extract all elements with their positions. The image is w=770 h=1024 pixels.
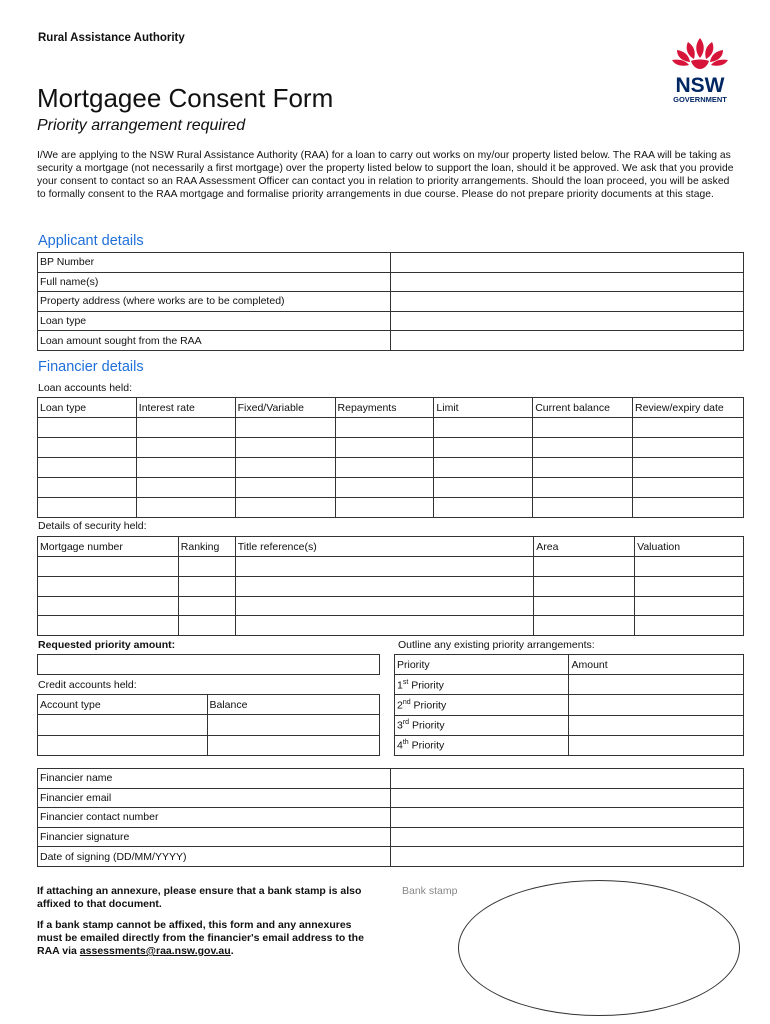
loan-input-cell[interactable] [533, 438, 633, 458]
table-row [38, 478, 744, 498]
security-input-cell[interactable] [635, 557, 744, 577]
financier-field-input[interactable] [390, 827, 743, 847]
intro-paragraph: I/We are applying to the NSW Rural Assistance Authority (RAA) for a loan to carry out works on my/our property listed below. The RAA will be taking as security a mortgage (not necessarily a first mortgage) over the property listed below to support the loan, should it be approved. We ask that you provide your consent to contact so an RAA Assessment Officer can contact you in relation to priority arrangements. Should the loan proceed, you will be asked to formally consent to the RAA mortgage and formalise priority arrangements in due course. Please do not prepare priority documents at this stage. [37, 150, 734, 200]
loan-input-cell[interactable] [335, 478, 434, 498]
svg-text:GOVERNMENT: GOVERNMENT [673, 95, 727, 104]
applicant-field-label: Property address (where works are to be completed) [38, 292, 391, 312]
financier-field-label: Financier name [38, 769, 391, 789]
credit-accounts-caption: Credit accounts held: [38, 679, 137, 691]
security-input-cell[interactable] [235, 596, 534, 616]
loan-input-cell[interactable] [633, 478, 744, 498]
loan-input-cell[interactable] [235, 458, 335, 478]
table-row [395, 735, 744, 755]
loan-input-cell[interactable] [533, 458, 633, 478]
loan-input-cell[interactable] [533, 498, 633, 518]
loan-header-cell: Limit [434, 398, 533, 418]
table-row [38, 537, 744, 557]
page-subtitle: Priority arrangement required [37, 117, 246, 134]
applicant-details-heading: Applicant details [38, 233, 144, 249]
loan-input-cell[interactable] [38, 458, 137, 478]
priority-arrangements-table [394, 654, 744, 756]
table-row [38, 695, 380, 715]
financier-field-input[interactable] [390, 769, 743, 789]
security-input-cell[interactable] [178, 557, 235, 577]
table-row [38, 596, 744, 616]
loan-input-cell[interactable] [136, 418, 235, 438]
security-header-cell: Title reference(s) [235, 537, 534, 557]
loan-accounts-table [37, 397, 744, 518]
financier-contact-table [37, 768, 744, 867]
raa-email-link[interactable]: assessments@raa.nsw.gov.au [79, 945, 231, 957]
loan-input-cell[interactable] [633, 498, 744, 518]
priority-amount-input[interactable] [569, 715, 744, 735]
security-table [37, 536, 744, 636]
security-input-cell[interactable] [38, 557, 179, 577]
table-row [38, 498, 744, 518]
security-caption: Details of security held: [38, 520, 147, 532]
credit-accounts-table [37, 694, 380, 756]
priority-amount-input[interactable] [569, 735, 744, 755]
applicant-field-label: Loan amount sought from the RAA [38, 331, 391, 351]
loan-header-cell: Fixed/Variable [235, 398, 335, 418]
security-input-cell[interactable] [235, 616, 534, 636]
loan-input-cell[interactable] [633, 438, 744, 458]
table-row [38, 253, 744, 273]
loan-input-cell[interactable] [434, 418, 533, 438]
loan-input-cell[interactable] [235, 438, 335, 458]
bank-stamp-label: Bank stamp [402, 885, 458, 897]
loan-input-cell[interactable] [136, 478, 235, 498]
loan-input-cell[interactable] [335, 458, 434, 478]
financier-field-input[interactable] [390, 788, 743, 808]
table-row [395, 695, 744, 715]
priority-header-cell: Priority [395, 655, 569, 675]
security-input-cell[interactable] [635, 616, 744, 636]
loan-input-cell[interactable] [633, 418, 744, 438]
security-input-cell[interactable] [534, 576, 635, 596]
loan-input-cell[interactable] [136, 438, 235, 458]
table-row [395, 655, 744, 675]
priority-amount-input[interactable] [569, 695, 744, 715]
table-row [38, 808, 744, 828]
table-row [38, 847, 744, 867]
security-header-cell: Area [534, 537, 635, 557]
security-input-cell[interactable] [635, 596, 744, 616]
email-note: If a bank stamp cannot be affixed, this form and any annexures must be emailed directly from the financier's email address to the RAA via assessments@raa.nsw.gov.au. [37, 919, 364, 957]
table-row [38, 616, 744, 636]
requested-priority-table [37, 654, 380, 675]
security-input-cell[interactable] [178, 576, 235, 596]
applicant-details-table [37, 252, 744, 351]
table-row [38, 735, 380, 756]
applicant-field-label: BP Number [38, 253, 391, 273]
bank-stamp-area [458, 880, 740, 1016]
authority-name: Rural Assistance Authority [38, 32, 185, 44]
table-row [38, 398, 744, 418]
loan-input-cell[interactable] [434, 498, 533, 518]
security-header-cell: Ranking [178, 537, 235, 557]
priority-label-cell: 2nd Priority [395, 695, 569, 715]
security-input-cell[interactable] [635, 576, 744, 596]
loan-input-cell[interactable] [235, 498, 335, 518]
applicant-field-input[interactable] [391, 272, 744, 292]
priority-label-cell: 4th Priority [395, 735, 569, 755]
security-input-cell[interactable] [534, 596, 635, 616]
loan-input-cell[interactable] [38, 438, 137, 458]
table-row [38, 331, 744, 351]
security-input-cell[interactable] [178, 596, 235, 616]
nsw-government-logo [664, 34, 736, 106]
security-input-cell[interactable] [235, 576, 534, 596]
table-row [38, 788, 744, 808]
table-row [38, 438, 744, 458]
applicant-field-label: Loan type [38, 311, 391, 331]
loan-input-cell[interactable] [136, 498, 235, 518]
table-row [38, 311, 744, 331]
loan-input-cell[interactable] [136, 458, 235, 478]
financier-field-label: Financier email [38, 788, 391, 808]
security-input-cell[interactable] [38, 596, 179, 616]
loan-input-cell[interactable] [38, 478, 137, 498]
credit-input-cell[interactable] [38, 715, 208, 736]
loan-input-cell[interactable] [235, 418, 335, 438]
loan-input-cell[interactable] [434, 458, 533, 478]
priority-header-cell: Amount [569, 655, 744, 675]
table-row [38, 576, 744, 596]
financier-field-input[interactable] [390, 808, 743, 828]
security-input-cell[interactable] [38, 616, 179, 636]
table-row [38, 827, 744, 847]
applicant-field-label: Full name(s) [38, 272, 391, 292]
loan-accounts-caption: Loan accounts held: [38, 382, 132, 394]
loan-header-cell: Current balance [533, 398, 633, 418]
financier-field-label: Financier contact number [38, 808, 391, 828]
credit-input-cell[interactable] [207, 735, 380, 756]
waratah-icon [664, 34, 736, 106]
credit-input-cell[interactable] [38, 735, 208, 756]
loan-input-cell[interactable] [335, 498, 434, 518]
financier-field-label: Date of signing (DD/MM/YYYY) [38, 847, 391, 867]
security-input-cell[interactable] [38, 576, 179, 596]
applicant-field-input[interactable] [391, 331, 744, 351]
outline-priority-label: Outline any existing priority arrangements: [398, 639, 595, 651]
requested-priority-amount-field[interactable] [38, 655, 380, 675]
loan-input-cell[interactable] [38, 418, 137, 438]
table-row [38, 418, 744, 438]
loan-input-cell[interactable] [335, 438, 434, 458]
credit-header-cell: Account type [38, 695, 208, 715]
financier-field-input[interactable] [390, 847, 743, 867]
priority-amount-input[interactable] [569, 675, 744, 695]
priority-label-cell: 3rd Priority [395, 715, 569, 735]
security-input-cell[interactable] [534, 557, 635, 577]
table-row [38, 272, 744, 292]
table-row [395, 675, 744, 695]
loan-header-cell: Interest rate [136, 398, 235, 418]
requested-priority-label: Requested priority amount: [38, 639, 176, 651]
financier-field-label: Financier signature [38, 827, 391, 847]
security-header-cell: Mortgage number [38, 537, 179, 557]
security-input-cell[interactable] [178, 616, 235, 636]
annexure-note: If attaching an annexure, please ensure that a bank stamp is also affixed to that document. [37, 885, 362, 910]
table-row [38, 769, 744, 789]
security-input-cell[interactable] [235, 557, 534, 577]
page-title: Mortgagee Consent Form [37, 83, 334, 113]
loan-input-cell[interactable] [633, 458, 744, 478]
loan-header-cell: Loan type [38, 398, 137, 418]
credit-input-cell[interactable] [207, 715, 380, 736]
applicant-field-input[interactable] [391, 311, 744, 331]
table-row [38, 557, 744, 577]
credit-header-cell: Balance [207, 695, 380, 715]
priority-label-cell: 1st Priority [395, 675, 569, 695]
loan-input-cell[interactable] [533, 478, 633, 498]
security-header-cell: Valuation [635, 537, 744, 557]
loan-input-cell[interactable] [235, 478, 335, 498]
loan-input-cell[interactable] [434, 478, 533, 498]
loan-input-cell[interactable] [335, 418, 434, 438]
table-row [38, 292, 744, 312]
table-row [38, 458, 744, 478]
loan-header-cell: Review/expiry date [633, 398, 744, 418]
applicant-field-input[interactable] [391, 253, 744, 273]
svg-text:NSW: NSW [675, 74, 725, 97]
loan-header-cell: Repayments [335, 398, 434, 418]
table-row [395, 715, 744, 735]
financier-details-heading: Financier details [38, 359, 144, 375]
table-row [38, 715, 380, 736]
loan-input-cell[interactable] [533, 418, 633, 438]
security-input-cell[interactable] [534, 616, 635, 636]
loan-input-cell[interactable] [38, 498, 137, 518]
loan-input-cell[interactable] [434, 438, 533, 458]
applicant-field-input[interactable] [391, 292, 744, 312]
